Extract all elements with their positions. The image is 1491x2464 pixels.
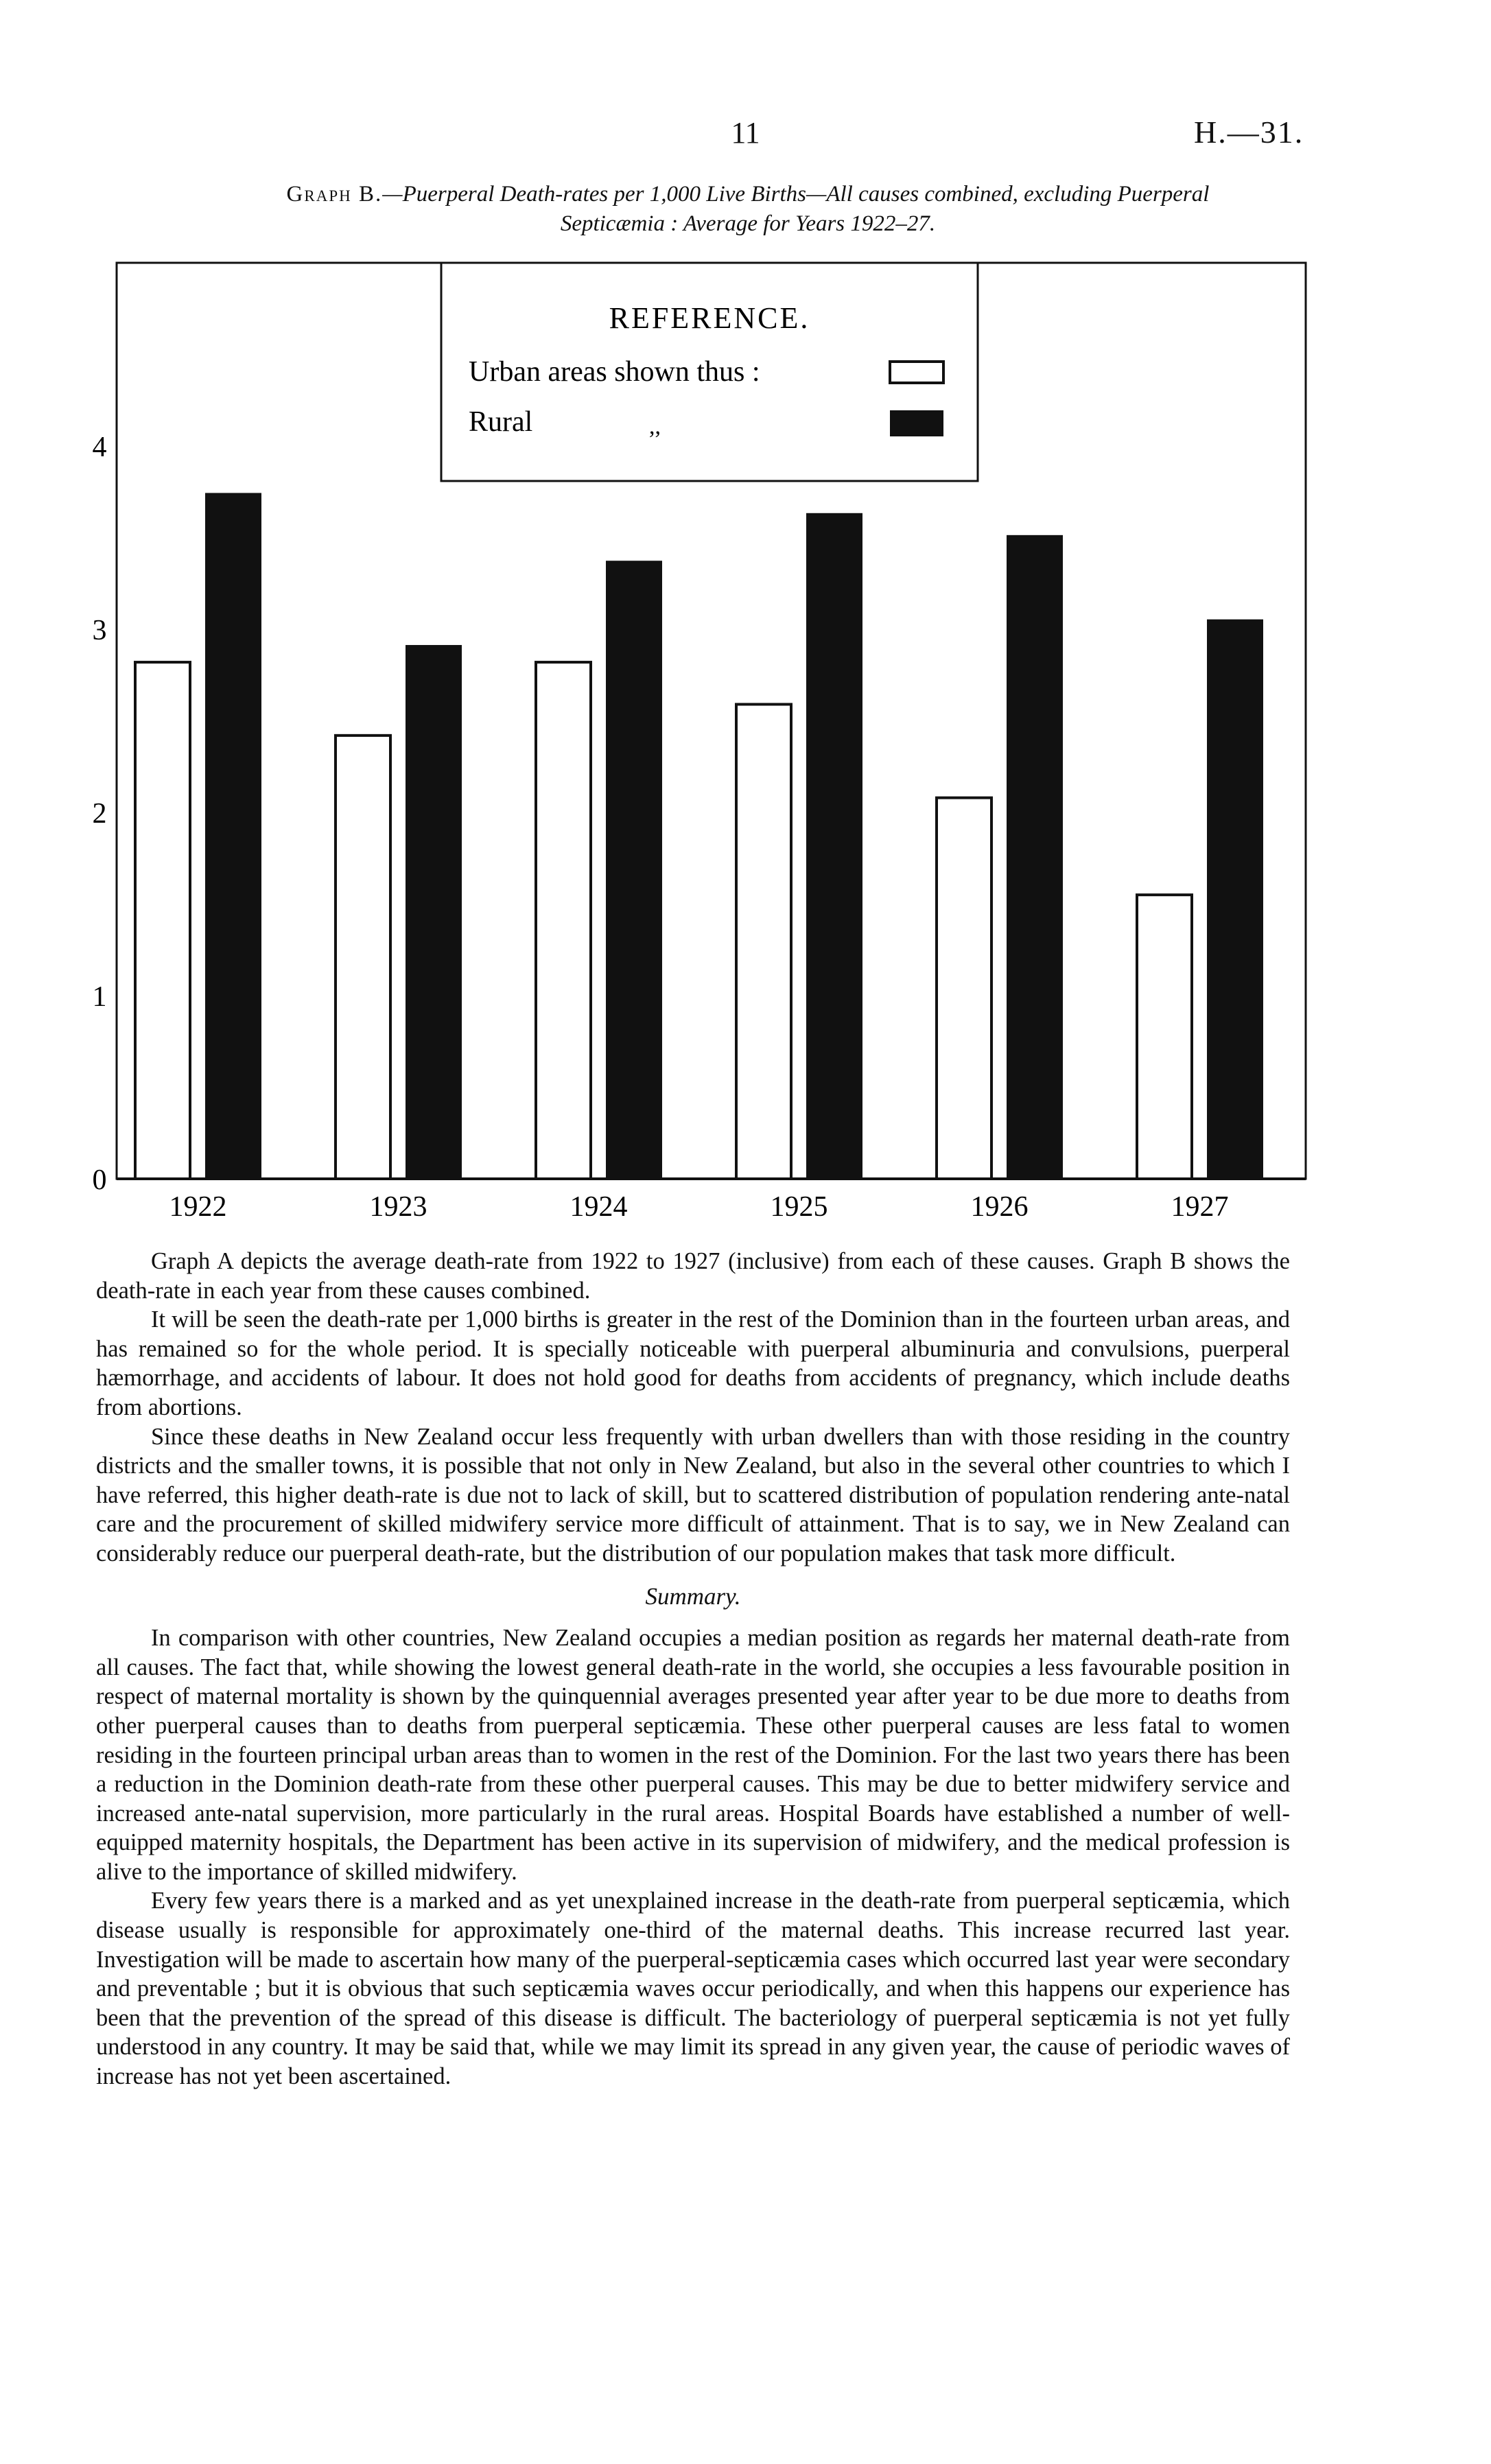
x-tick-labels bbox=[169, 1191, 1229, 1223]
paragraph: Since these deaths in New Zealand occur less frequently with urban dwellers than with those residing in the country districts and the smaller towns, it is possible that not only in New Zealand, but also in the several other countries to which I have referred, this higher death-rate is due not to lack of skill, but to scattered distribution of population rendering ante-natal care and the procurement of skilled midwifery service more difficult of attainment. That is to say, we in New Zealand can considerably reduce our puerperal death-rate, but the distribution of our population makes that task more difficult. bbox=[96, 1423, 1290, 1567]
legend-ditto-mark: ,, bbox=[649, 414, 661, 439]
paragraph: Graph A depicts the average death-rate from 1922 to 1927 (inclusive) from each of these causes. Graph B shows the death-rate in each year from these causes combined. bbox=[96, 1248, 1290, 1304]
document-reference: H.—31. bbox=[1194, 115, 1304, 150]
caption-text-line2: Septicæmia : Average for Years 1922–27. bbox=[560, 211, 936, 236]
bars-layer bbox=[135, 493, 1263, 1179]
legend-urban-swatch bbox=[890, 362, 943, 383]
bar-rural-1923 bbox=[406, 646, 461, 1179]
legend-rural-label: Rural bbox=[469, 406, 533, 438]
y-tick-label: 2 bbox=[92, 798, 107, 830]
y-tick-label: 4 bbox=[92, 432, 107, 463]
bar-urban-1923 bbox=[336, 736, 390, 1179]
bar-urban-1927 bbox=[1137, 895, 1192, 1179]
legend-title: REFERENCE. bbox=[609, 301, 810, 335]
x-tick-label-1924: 1924 bbox=[570, 1191, 628, 1223]
bar-urban-1925 bbox=[736, 704, 791, 1179]
caption-text-line1: —Puerperal Death-rates per 1,000 Live Births—All causes combined, excluding Puerperal bbox=[382, 182, 1210, 207]
x-tick-label-1926: 1926 bbox=[970, 1191, 1029, 1223]
y-tick-label: 1 bbox=[92, 981, 107, 1013]
paragraph: In comparison with other countries, New Zealand occupies a median position as regards her maternal death-rate from all causes. The fact that, while showing the lowest general death-rate in the world, she occupies a less favourable position in respect of maternal mortality is shown by the quinquennial averages presented year after year to be due more to deaths from other puerperal causes than to deaths from puerperal septicæmia. These other puerperal causes are less fatal to women residing in the fourteen principal urban areas than to women in the rest of the Dominion. For the last two years there has been a reduction in the Dominion death-rate from these other puerperal causes. This may be due to better midwifery service and increased ante-natal supervision, more particularly in the rural areas. Hospital Boards have established a number of well-equipped maternity hospitals, the Department has been active in its supervision of midwifery, and the medical profession is alive to the importance of skilled midwifery. bbox=[96, 1625, 1290, 1885]
bar-urban-1922 bbox=[135, 662, 190, 1179]
bar-urban-1924 bbox=[536, 662, 591, 1179]
bar-rural-1924 bbox=[607, 561, 661, 1179]
bar-rural-1927 bbox=[1208, 620, 1263, 1179]
paragraph: It will be seen the death-rate per 1,000 births is greater in the rest of the Dominion than in the fourteen urban areas, and has remained so for the whole period. It is specially noticeable with puerperal albuminuria and convulsions, puerperal hæmorrhage, and accidents of labour. It does not hold good for deaths from accidents of pregnancy, which include deaths from abortions. bbox=[96, 1306, 1290, 1420]
y-tick-label: 3 bbox=[92, 615, 107, 646]
bar-rural-1925 bbox=[807, 514, 862, 1179]
paragraph: Every few years there is a marked and as yet unexplained increase in the death-rate from puerperal septicæmia, which disease usually is responsible for approximately one-third of the maternal deaths. This increase recurred last year. Investigation will be made to ascertain how many of the puerperal-septicæmia cases which occurred last year were secondary and preventable ; but it is obvious that such septicæmia waves occur periodically, and when this happens our experience has been that the prevention of the spread of this disease is difficult. The bacteriology of puerperal septicæmia is not yet fully understood in any country. It may be said that, while we may limit its spread in any given year, the cause of periodic waves of increase has not yet been ascertained. bbox=[96, 1888, 1290, 2090]
bar-rural-1926 bbox=[1007, 536, 1062, 1179]
legend bbox=[441, 263, 978, 481]
x-tick-label-1922: 1922 bbox=[169, 1191, 227, 1223]
y-tick-label: 0 bbox=[92, 1164, 107, 1196]
body-text bbox=[96, 1247, 1290, 2091]
x-tick-label-1927: 1927 bbox=[1171, 1191, 1229, 1223]
caption-label: Graph B. bbox=[286, 182, 383, 207]
page-number: 11 bbox=[731, 116, 760, 150]
bar-urban-1926 bbox=[937, 798, 991, 1179]
x-tick-label-1923: 1923 bbox=[369, 1191, 427, 1223]
x-tick-label-1925: 1925 bbox=[770, 1191, 828, 1223]
legend-urban-label: Urban areas shown thus : bbox=[469, 356, 760, 388]
y-tick-labels bbox=[93, 432, 107, 1196]
summary-heading: Summary. bbox=[645, 1582, 741, 1610]
bar-rural-1922 bbox=[206, 493, 261, 1179]
legend-rural-swatch bbox=[890, 410, 943, 436]
